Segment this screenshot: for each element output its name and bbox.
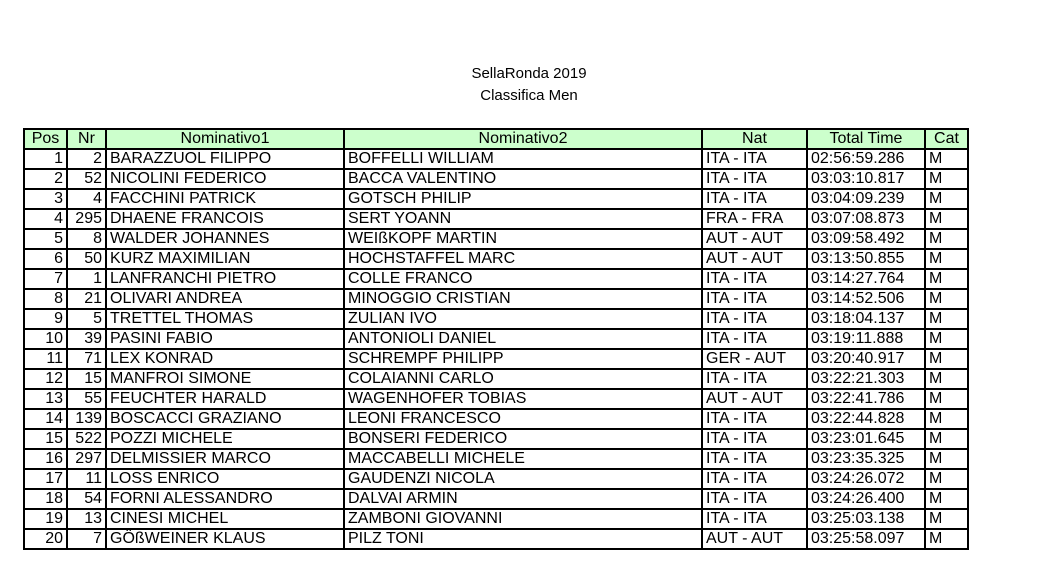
cell-cat: M <box>925 189 968 209</box>
cell-nominativo2: WAGENHOFER TOBIAS <box>344 389 702 409</box>
cell-total-time: 03:03:10.817 <box>807 169 925 189</box>
cell-nat: ITA - ITA <box>702 429 807 449</box>
cell-nominativo2: COLLE FRANCO <box>344 269 702 289</box>
cell-total-time: 03:14:52.506 <box>807 289 925 309</box>
cell-nominativo2: ZULIAN IVO <box>344 309 702 329</box>
cell-nominativo2: DALVAI ARMIN <box>344 489 702 509</box>
table-row <box>24 149 968 169</box>
cell-nat: AUT - AUT <box>702 389 807 409</box>
cell-cat: M <box>925 229 968 249</box>
cell-pos: 3 <box>24 189 67 209</box>
cell-pos: 7 <box>24 269 67 289</box>
cell-total-time: 03:24:26.072 <box>807 469 925 489</box>
cell-nominativo1: LEX KONRAD <box>106 349 344 369</box>
cell-nominativo1: TRETTEL THOMAS <box>106 309 344 329</box>
cell-total-time: 03:14:27.764 <box>807 269 925 289</box>
cell-nominativo2: WEIßKOPF MARTIN <box>344 229 702 249</box>
cell-total-time: 03:18:04.137 <box>807 309 925 329</box>
cell-nominativo2: PILZ TONI <box>344 529 702 549</box>
table-row <box>24 449 968 469</box>
col-header-nominativo2: Nominativo2 <box>344 129 702 149</box>
cell-nominativo1: KURZ MAXIMILIAN <box>106 249 344 269</box>
table-row <box>24 309 968 329</box>
cell-nominativo1: DELMISSIER MARCO <box>106 449 344 469</box>
col-header-nr: Nr <box>67 129 106 149</box>
cell-nominativo1: WALDER JOHANNES <box>106 229 344 249</box>
cell-cat: M <box>925 489 968 509</box>
cell-nr: 13 <box>67 509 106 529</box>
cell-nominativo2: BACCA VALENTINO <box>344 169 702 189</box>
table-row <box>24 489 968 509</box>
cell-total-time: 03:22:44.828 <box>807 409 925 429</box>
results-table <box>23 128 969 550</box>
cell-nat: ITA - ITA <box>702 369 807 389</box>
cell-nr: 295 <box>67 209 106 229</box>
table-row <box>24 209 968 229</box>
cell-cat: M <box>925 369 968 389</box>
table-row <box>24 249 968 269</box>
cell-nat: ITA - ITA <box>702 169 807 189</box>
cell-total-time: 03:23:01.645 <box>807 429 925 449</box>
cell-nominativo2: MINOGGIO CRISTIAN <box>344 289 702 309</box>
cell-cat: M <box>925 169 968 189</box>
cell-pos: 18 <box>24 489 67 509</box>
page-subtitle: Classifica Men <box>480 87 578 104</box>
table-row <box>24 409 968 429</box>
table-row <box>24 189 968 209</box>
cell-total-time: 03:25:03.138 <box>807 509 925 529</box>
cell-nominativo1: NICOLINI FEDERICO <box>106 169 344 189</box>
table-row <box>24 389 968 409</box>
cell-pos: 1 <box>24 149 67 169</box>
cell-nr: 21 <box>67 289 106 309</box>
cell-total-time: 03:24:26.400 <box>807 489 925 509</box>
col-header-cat: Cat <box>925 129 968 149</box>
cell-total-time: 03:13:50.855 <box>807 249 925 269</box>
cell-pos: 10 <box>24 329 67 349</box>
cell-total-time: 03:19:11.888 <box>807 329 925 349</box>
cell-pos: 15 <box>24 429 67 449</box>
cell-pos: 5 <box>24 229 67 249</box>
cell-nominativo1: OLIVARI ANDREA <box>106 289 344 309</box>
cell-total-time: 03:04:09.239 <box>807 189 925 209</box>
cell-nat: ITA - ITA <box>702 449 807 469</box>
cell-nominativo2: GOTSCH PHILIP <box>344 189 702 209</box>
cell-total-time: 02:56:59.286 <box>807 149 925 169</box>
cell-nominativo1: BOSCACCI GRAZIANO <box>106 409 344 429</box>
table-row <box>24 169 968 189</box>
cell-pos: 19 <box>24 509 67 529</box>
cell-pos: 12 <box>24 369 67 389</box>
cell-nat: ITA - ITA <box>702 289 807 309</box>
cell-nr: 50 <box>67 249 106 269</box>
cell-total-time: 03:22:41.786 <box>807 389 925 409</box>
col-header-pos: Pos <box>24 129 67 149</box>
cell-cat: M <box>925 269 968 289</box>
cell-nat: ITA - ITA <box>702 149 807 169</box>
cell-pos: 6 <box>24 249 67 269</box>
cell-cat: M <box>925 469 968 489</box>
cell-nat: AUT - AUT <box>702 229 807 249</box>
cell-pos: 14 <box>24 409 67 429</box>
cell-nr: 5 <box>67 309 106 329</box>
cell-nat: ITA - ITA <box>702 409 807 429</box>
table-row <box>24 289 968 309</box>
cell-pos: 13 <box>24 389 67 409</box>
header-row <box>24 129 968 149</box>
cell-nr: 2 <box>67 149 106 169</box>
cell-nat: ITA - ITA <box>702 309 807 329</box>
cell-pos: 8 <box>24 289 67 309</box>
cell-nominativo1: GÖßWEINER KLAUS <box>106 529 344 549</box>
cell-nominativo2: COLAIANNI CARLO <box>344 369 702 389</box>
table-row <box>24 229 968 249</box>
cell-nat: ITA - ITA <box>702 509 807 529</box>
cell-nr: 54 <box>67 489 106 509</box>
cell-nat: ITA - ITA <box>702 489 807 509</box>
cell-nr: 55 <box>67 389 106 409</box>
cell-nat: AUT - AUT <box>702 529 807 549</box>
cell-nr: 71 <box>67 349 106 369</box>
cell-nominativo2: ZAMBONI GIOVANNI <box>344 509 702 529</box>
cell-nat: ITA - ITA <box>702 189 807 209</box>
cell-cat: M <box>925 289 968 309</box>
cell-nominativo1: BARAZZUOL FILIPPO <box>106 149 344 169</box>
cell-nominativo2: BONSERI FEDERICO <box>344 429 702 449</box>
cell-pos: 4 <box>24 209 67 229</box>
table-row <box>24 429 968 449</box>
cell-nr: 1 <box>67 269 106 289</box>
cell-pos: 17 <box>24 469 67 489</box>
cell-nominativo2: MACCABELLI MICHELE <box>344 449 702 469</box>
table-row <box>24 329 968 349</box>
table-row <box>24 469 968 489</box>
cell-nominativo1: LOSS ENRICO <box>106 469 344 489</box>
table-row <box>24 509 968 529</box>
cell-nr: 8 <box>67 229 106 249</box>
table-row <box>24 349 968 369</box>
cell-nr: 4 <box>67 189 106 209</box>
cell-nr: 7 <box>67 529 106 549</box>
cell-nr: 522 <box>67 429 106 449</box>
cell-nominativo1: FACCHINI PATRICK <box>106 189 344 209</box>
cell-nominativo2: SCHREMPF PHILIPP <box>344 349 702 369</box>
cell-nominativo2: LEONI FRANCESCO <box>344 409 702 429</box>
cell-total-time: 03:25:58.097 <box>807 529 925 549</box>
cell-nominativo2: GAUDENZI NICOLA <box>344 469 702 489</box>
col-header-nominativo1: Nominativo1 <box>106 129 344 149</box>
table-row <box>24 529 968 549</box>
cell-nr: 139 <box>67 409 106 429</box>
cell-cat: M <box>925 209 968 229</box>
cell-nominativo1: PASINI FABIO <box>106 329 344 349</box>
cell-total-time: 03:20:40.917 <box>807 349 925 369</box>
table-row <box>24 369 968 389</box>
cell-nat: AUT - AUT <box>702 249 807 269</box>
cell-nominativo1: MANFROI SIMONE <box>106 369 344 389</box>
cell-nat: ITA - ITA <box>702 269 807 289</box>
cell-nr: 11 <box>67 469 106 489</box>
cell-nominativo1: POZZI MICHELE <box>106 429 344 449</box>
cell-cat: M <box>925 509 968 529</box>
cell-cat: M <box>925 149 968 169</box>
cell-nr: 39 <box>67 329 106 349</box>
cell-cat: M <box>925 449 968 469</box>
col-header-total-time: Total Time <box>807 129 925 149</box>
col-header-nat: Nat <box>702 129 807 149</box>
cell-nr: 15 <box>67 369 106 389</box>
cell-cat: M <box>925 249 968 269</box>
cell-total-time: 03:23:35.325 <box>807 449 925 469</box>
cell-cat: M <box>925 409 968 429</box>
cell-total-time: 03:09:58.492 <box>807 229 925 249</box>
cell-cat: M <box>925 529 968 549</box>
cell-pos: 2 <box>24 169 67 189</box>
table-row <box>24 269 968 289</box>
cell-pos: 16 <box>24 449 67 469</box>
cell-nominativo1: LANFRANCHI PIETRO <box>106 269 344 289</box>
cell-total-time: 03:22:21.303 <box>807 369 925 389</box>
cell-pos: 11 <box>24 349 67 369</box>
cell-nominativo1: DHAENE FRANCOIS <box>106 209 344 229</box>
cell-nominativo1: FEUCHTER HARALD <box>106 389 344 409</box>
cell-nat: ITA - ITA <box>702 329 807 349</box>
cell-pos: 20 <box>24 529 67 549</box>
cell-nominativo1: FORNI ALESSANDRO <box>106 489 344 509</box>
page-title: SellaRonda 2019 <box>471 65 587 82</box>
cell-nat: GER - AUT <box>702 349 807 369</box>
cell-nominativo2: BOFFELLI WILLIAM <box>344 149 702 169</box>
cell-pos: 9 <box>24 309 67 329</box>
cell-cat: M <box>925 309 968 329</box>
cell-cat: M <box>925 389 968 409</box>
cell-nr: 297 <box>67 449 106 469</box>
cell-nominativo1: CINESI MICHEL <box>106 509 344 529</box>
cell-nominativo2: HOCHSTAFFEL MARC <box>344 249 702 269</box>
cell-nat: FRA - FRA <box>702 209 807 229</box>
cell-total-time: 03:07:08.873 <box>807 209 925 229</box>
cell-cat: M <box>925 429 968 449</box>
cell-cat: M <box>925 349 968 369</box>
cell-nominativo2: ANTONIOLI DANIEL <box>344 329 702 349</box>
cell-cat: M <box>925 329 968 349</box>
cell-nominativo2: SERT YOANN <box>344 209 702 229</box>
cell-nr: 52 <box>67 169 106 189</box>
cell-nat: ITA - ITA <box>702 469 807 489</box>
